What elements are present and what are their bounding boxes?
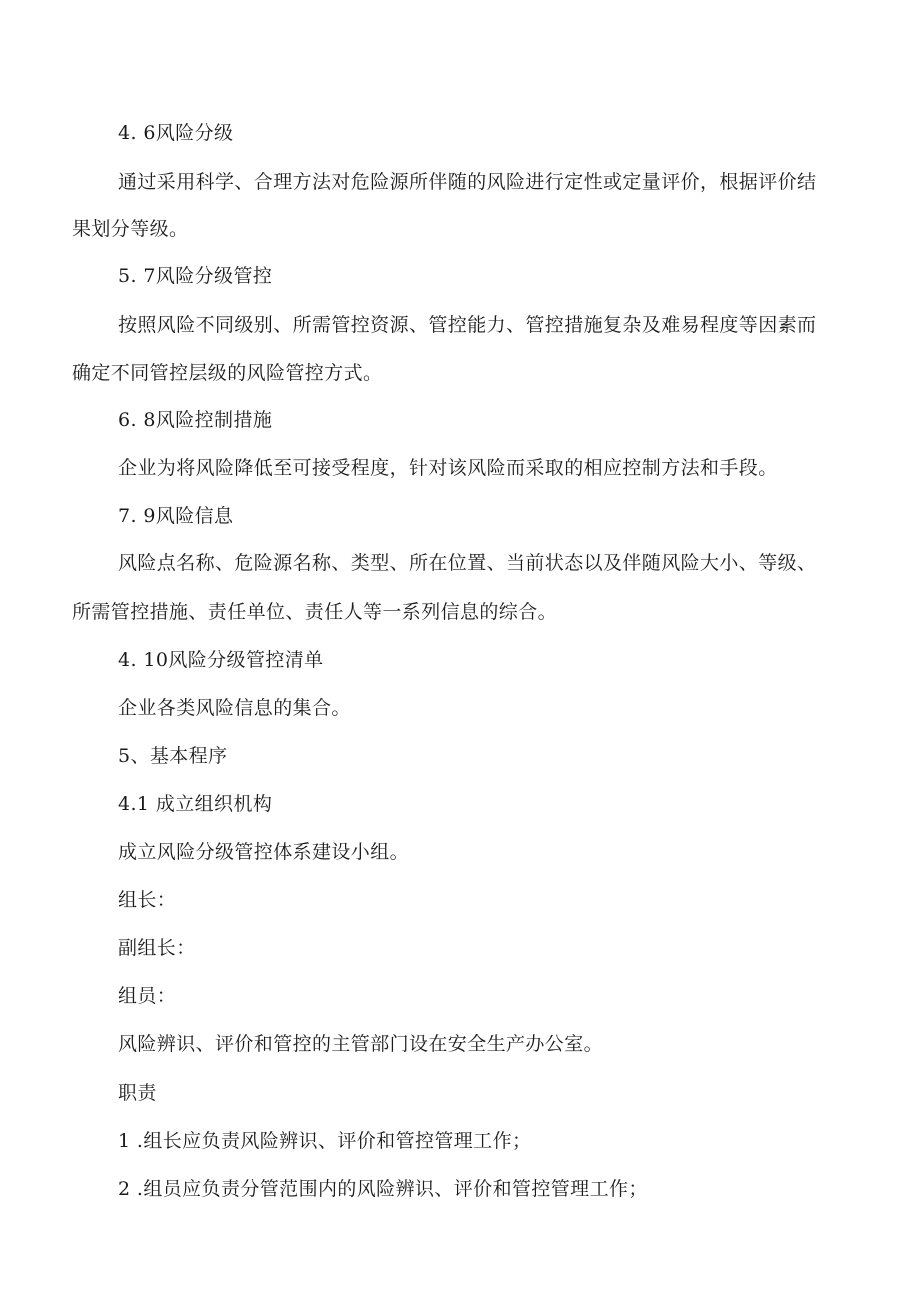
section-heading-establish-organization: 4.1 成立组织机构 [118,793,273,815]
section-heading-risk-control-list: 4. 10风险分级管控清单 [118,649,324,671]
paragraph-line: 风险辨识、评价和管控的主管部门设在安全生产办公室。 [118,1033,604,1055]
paragraph-line: 企业各类风险信息的集合。 [118,697,351,719]
paragraph-line: 企业为将风险降低至可接受程度，针对该风险而采取的相应控制方法和手段。 [118,457,778,479]
deputy-leader-label: 副组长： [118,937,196,959]
paragraph-line: 确定不同管控层级的风险管控方式。 [72,362,383,384]
duty-item: 2 .组员应负责分管范围内的风险辨识、评价和管控管理工作； [118,1178,648,1200]
section-heading-basic-procedure: 5、基本程序 [118,745,228,767]
paragraph-line: 所需管控措施、责任单位、责任人等一系列信息的综合。 [72,601,558,623]
paragraph-line: 通过采用科学、合理方法对危险源所伴随的风险进行定性或定量评价，根据评价结 [118,171,817,193]
section-heading-risk-control-measures: 6. 8风险控制措施 [118,409,273,431]
duty-item: 1 .组长应负责风险辨识、评价和管控管理工作； [118,1130,532,1152]
paragraph-line: 风险点名称、危险源名称、类型、所在位置、当前状态以及伴随风险大小、等级、 [118,552,817,574]
section-heading-risk-grading: 4. 6风险分级 [118,122,234,144]
paragraph-line: 成立风险分级管控体系建设小组。 [118,841,410,863]
duties-heading: 职责 [118,1082,157,1104]
section-heading-risk-grading-control: 5. 7风险分级管控 [118,265,273,287]
paragraph-line: 果划分等级。 [72,218,189,240]
team-members-label: 组员： [118,985,177,1007]
team-leader-label: 组长： [118,889,177,911]
paragraph-line: 按照风险不同级别、所需管控资源、管控能力、管控措施复杂及难易程度等因素而 [118,314,817,336]
section-heading-risk-information: 7. 9风险信息 [118,505,234,527]
